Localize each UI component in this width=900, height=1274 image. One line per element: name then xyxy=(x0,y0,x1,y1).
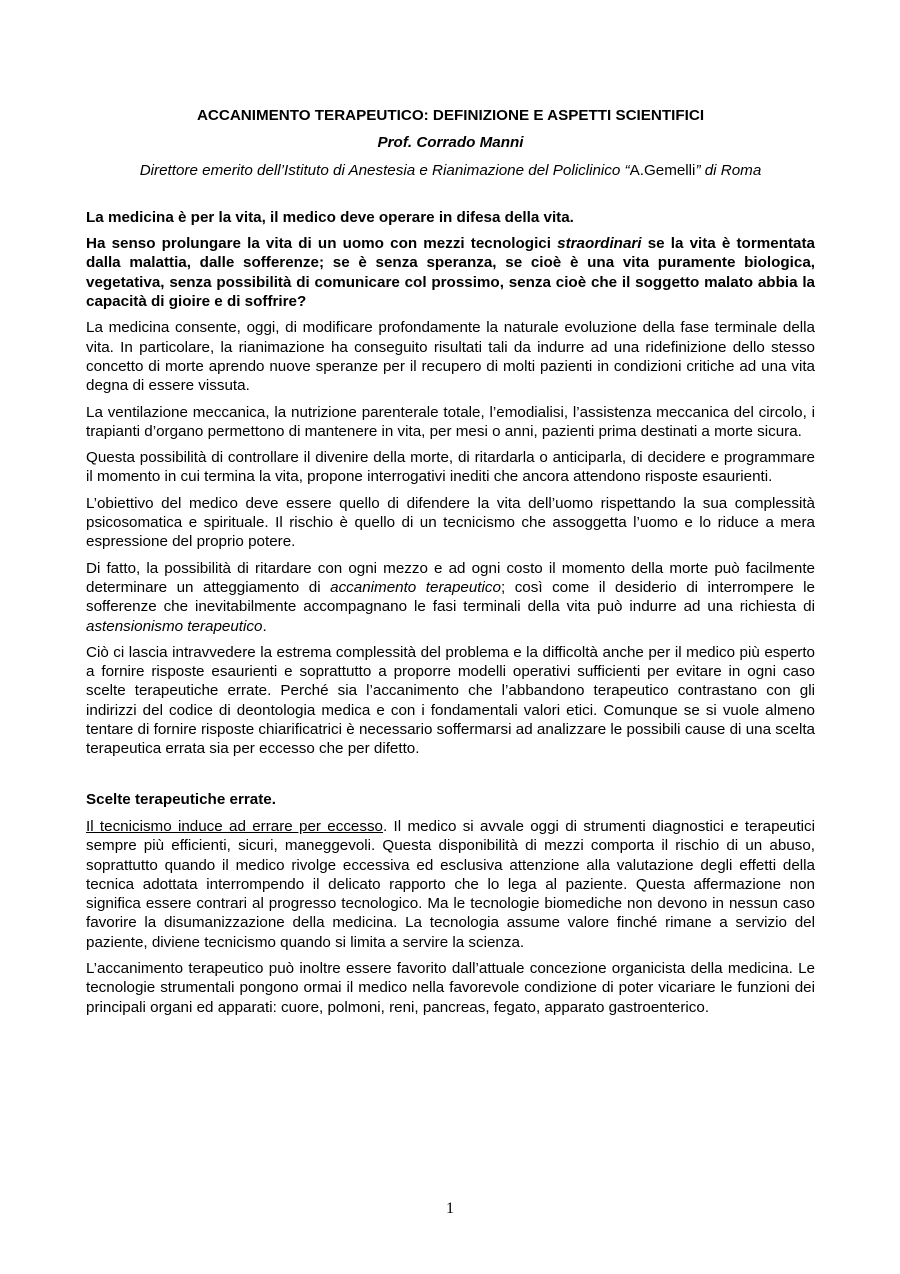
question-text-pre: Ha senso prolungare la vita di un uomo con mezzi tecnologici xyxy=(86,235,558,253)
section-paragraph-1 xyxy=(86,817,815,952)
paragraph-5-text-c: . xyxy=(262,617,267,635)
affiliation-text-pre: Direttore emerito dell’Istituto di Anestesia e Rianimazione del Policlinico “ xyxy=(139,161,630,179)
paragraph-5 xyxy=(86,559,815,636)
paragraph-6: Ciò ci lascia intravvedere la estrema complessità del problema e la difficoltà anche per il medico più esperto a fornire risposte esaurienti e soprattutto a proporre modelli operativi sufficienti per evitare in ogni caso scelte terapeutiche errate. Perché sia l’accanimento che l’abbandono terapeutico contrastano con gli indirizzi del codice di deontologia medica e con i fondamentali valori etici. Comunque se si vuole almeno tentare di fornire risposte chiarificatrici è necessario soffermarsi ad analizzare le possibili cause di una scelta terapeutica errata sia per eccesso che per difetto. xyxy=(86,643,815,758)
document-page xyxy=(86,106,815,1024)
author-affiliation xyxy=(86,161,815,180)
paragraph-1: La medicina consente, oggi, di modificare profondamente la naturale evoluzione della fase terminale della vita. In particolare, la rianimazione ha conseguito risultati tali da indurre ad una ridefinizione dello stesso concetto di morte aprendo nuove speranze per il recupero di molti pazienti in condizioni critiche ad una vita degna di essere vissuta. xyxy=(86,319,815,395)
question-emphasis: straordinari xyxy=(557,235,642,253)
paragraph-2: La ventilazione meccanica, la nutrizione parenterale totale, l’emodialisi, l’assistenza meccanica del circolo, i trapianti d’organo permettono di mantenere in vita, per mesi o anni, pazienti prima destinati a morte sicura. xyxy=(86,403,815,440)
paragraph-4: L’obiettivo del medico deve essere quello di difendere la vita dell’uomo rispettando la sua complessità psicosomatica e spirituale. Il rischio è quello di un tecnicismo che assoggetta l’uomo e lo riduce a mera espressione del proprio potere. xyxy=(86,494,815,551)
section-underlined-phrase: Il tecnicismo induce ad errare per eccesso xyxy=(86,817,384,835)
term-accanimento: accanimento terapeutico xyxy=(330,578,501,596)
paragraph-5-text-a: Di fatto, la possibilità di ritardare con ogni mezzo e ad ogni costo il momento della morte può facilmente determinare un atteggiamento di xyxy=(86,559,815,596)
paragraph-3: Questa possibilità di controllare il divenire della morte, di ritardarla o anticiparla, di decidere e programmare il momento in cui termina la vita, propone interrogativi inediti che ancora attendono risposte esaurienti. xyxy=(86,449,815,486)
section-paragraph-1-rest: . Il medico si avvale oggi di strumenti diagnostici e terapeutici sempre più efficienti, sicuri, maneggevoli. Questa disponibilità di mezzi comporta il rischio di un abuso, soprattutto quando il medico rivolge eccessiva ed esclusiva attenzione alla valutazione degli effetti della tecnica adottata interrompendo il delicato rapporto che lo lega al paziente. Questa affermazione non significa essere contrari al progresso tecnologico. Ma le tecnologie biomediche non devono in nessun caso favorire la disumanizzazione della medicina. La tecnologia assume valore finché rimane a servizio del paziente, diviene tecnicismo quando si limita a servire la scienza. xyxy=(86,817,816,951)
paragraph-5-text-b: ; così come il desiderio di interrompere le sofferenze che inevitabilmente accompagnano le fasi terminali della vita può indurre ad una richiesta di xyxy=(86,578,815,616)
page-number: 1 xyxy=(446,1200,454,1217)
affiliation-hospital-name: A.Gemelli xyxy=(629,161,696,179)
central-question xyxy=(86,234,815,311)
term-astensionismo: astensionismo terapeutico xyxy=(86,617,263,635)
lead-statement: La medicina è per la vita, il medico deve operare in difesa della vita. xyxy=(86,208,574,226)
section-heading: Scelte terapeutiche errate. xyxy=(86,790,276,808)
question-text-post: se la vita è tormentata dalla malattia, dalle sofferenze; se è senza speranza, se cioè è una vita puramente biologica, vegetativa, senza possibilità di comunicare col prossimo, senza cioè che il soggetto malato abbia la capacità di gioire e di soffrire? xyxy=(86,235,815,311)
author-name: Prof. Corrado Manni xyxy=(377,134,524,152)
section-paragraph-2: L’accanimento terapeutico può inoltre essere favorito dall’attuale concezione organicista della medicina. Le tecnologie strumentali pongono ormai il medico nella favorevole condizione di poter vicariare le funzioni dei principali organi ed apparati: cuore, polmoni, reni, pancreas, fegato, apparato gastroenterico. xyxy=(86,959,815,1016)
affiliation-text-post: ” di Roma xyxy=(695,161,762,179)
document-title: ACCANIMENTO TERAPEUTICO: DEFINIZIONE E ASPETTI SCIENTIFICI xyxy=(196,107,705,124)
